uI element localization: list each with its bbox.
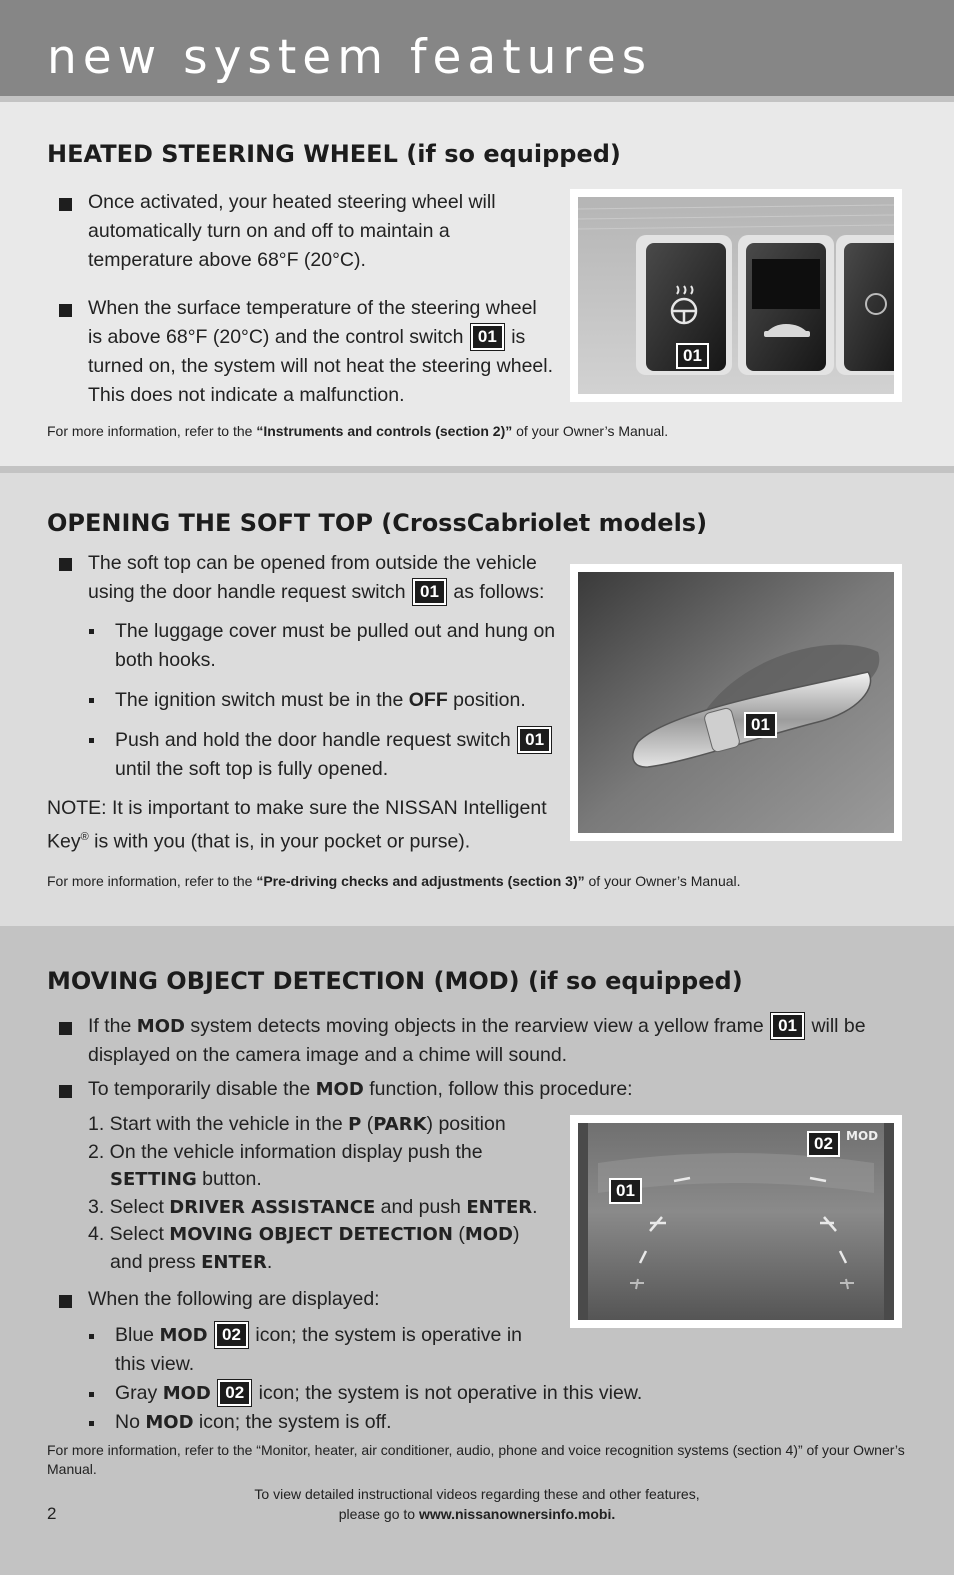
photo-callout-badge: 01 <box>609 1178 642 1204</box>
sub-text: icon; the system is off. <box>193 1411 392 1433</box>
step-text: 4. Select <box>88 1223 170 1245</box>
soft-top-sub-3 <box>115 726 560 784</box>
heated-bullet-1: Once activated, your heated steering wheel will automatically turn on and off to maintain a temperature above 68°F (20°C). <box>88 191 496 271</box>
heated-switch-photo <box>570 189 902 402</box>
mod-text: will be displayed on the camera image and a chime will sound. <box>88 1015 866 1066</box>
mod-bullet-2 <box>88 1075 888 1104</box>
sub-bullet-dot <box>89 1421 94 1426</box>
heated-bullet-2 <box>88 294 556 410</box>
bullet-square <box>59 304 72 317</box>
page-number: 2 <box>47 1504 57 1523</box>
mod-sub-1 <box>115 1321 545 1379</box>
bullet-square <box>59 1022 72 1035</box>
sub-text: Gray <box>115 1382 163 1404</box>
photo-callout-badge: 01 <box>744 712 777 738</box>
bullet-square <box>59 1295 72 1308</box>
mod-keyword: MOD <box>162 1383 211 1404</box>
step-text: button. <box>196 1168 262 1190</box>
soft-top-bullet-1 <box>88 549 556 607</box>
mod-keyword: MOD <box>136 1016 185 1037</box>
heated-steering-section <box>0 102 954 466</box>
mod-steps <box>88 1111 568 1276</box>
mod-step-1 <box>88 1111 568 1139</box>
callout-badge: 02 <box>218 1380 251 1406</box>
soft-top-note <box>47 794 557 857</box>
mod-text: To temporarily disable the <box>88 1078 316 1100</box>
mod-section <box>0 933 954 1575</box>
sub-text: The ignition switch must be in the <box>115 689 409 711</box>
mod-reference-note: For more information, refer to the “Monitor, heater, air conditioner, audio, phone and voice recognition systems (section 4)” of your Owner’s Manual. <box>47 1442 905 1477</box>
heated-reference-note <box>47 422 668 441</box>
callout-badge: 01 <box>771 1013 804 1039</box>
footer-line-1: To view detailed instructional videos regarding these and other features, <box>254 1486 700 1502</box>
step-text: ) position <box>426 1113 506 1135</box>
step-text: and push <box>375 1195 467 1218</box>
step-keyword: DRIVER ASSISTANCE <box>169 1196 376 1218</box>
ref-text: of your Owner’s Manual. <box>584 873 741 889</box>
sub-text: position. <box>447 689 526 711</box>
mod-keyword: MOD <box>159 1325 208 1346</box>
photo-callout-badge: 02 <box>807 1131 840 1157</box>
note-text: is with you (that is, in your pocket or purse). <box>88 830 471 853</box>
ref-manual-section: “Pre-driving checks and adjustments (section 3)” <box>256 873 585 889</box>
sub-text: Blue <box>115 1324 160 1346</box>
soft-top-sub-1: The luggage cover must be pulled out and hung on both hooks. <box>115 620 556 671</box>
mod-sub-2 <box>115 1379 835 1408</box>
step-keyword: MOD <box>464 1224 513 1245</box>
soft-top-section <box>0 473 954 926</box>
bullet-square <box>59 1085 72 1098</box>
ref-text: For more information, refer to the <box>47 423 257 439</box>
mod-indicator-icon: MOD <box>846 1129 879 1143</box>
sub-text: icon; the system is operative in this view. <box>115 1324 522 1375</box>
switch-panel-illustration <box>578 197 894 394</box>
step-keyword: ENTER <box>466 1196 533 1218</box>
heated-bullet-2-text-b: is turned on, the system will not heat the steering wheel. This does not indicate a malfunction. <box>88 326 554 406</box>
step-text: . <box>532 1195 538 1218</box>
mod-bullet-3: When the following are displayed: <box>88 1288 380 1310</box>
callout-badge: 01 <box>518 727 551 753</box>
mod-keyword: MOD <box>315 1079 364 1100</box>
mod-step-2 <box>88 1139 568 1194</box>
rearview-camera-illustration <box>578 1123 894 1320</box>
step-text: 1. Start with the vehicle in the <box>88 1113 349 1135</box>
mod-heading: MOVING OBJECT DETECTION (MOD) (if so equipped) <box>47 967 743 995</box>
mod-keyword: MOD <box>145 1412 194 1433</box>
sub-text: until the soft top is fully opened. <box>115 758 389 780</box>
step-keyword: PARK <box>373 1114 427 1135</box>
bullet-square <box>59 198 72 211</box>
door-handle-illustration <box>578 572 894 833</box>
ref-text: of your Owner’s Manual. <box>512 423 669 439</box>
mod-text: If the <box>88 1015 137 1037</box>
callout-badge: 01 <box>413 579 446 605</box>
step-text: ) <box>512 1223 520 1245</box>
page-header <box>0 0 954 96</box>
sub-bullet-dot <box>89 1334 94 1339</box>
mod-text: function, follow this procedure: <box>363 1078 633 1100</box>
heated-steering-heading: HEATED STEERING WHEEL (if so equipped) <box>47 140 621 168</box>
step-text: 3. Select <box>88 1195 170 1218</box>
callout-badge: 01 <box>471 324 504 350</box>
bullet-square <box>59 558 72 571</box>
footer-text: please go to <box>338 1506 419 1522</box>
sub-bullet-dot <box>89 698 94 703</box>
sub-bullet-dot <box>89 1392 94 1397</box>
footer <box>0 1484 954 1524</box>
ref-text: For more information, refer to the <box>47 873 257 889</box>
note-text: NOTE: It is important to make sure the NISSAN Intelligent Key <box>47 797 547 853</box>
heated-bullet-2-text-a: When the surface temperature of the steering wheel is above 68°F (20°C) and the control switch <box>88 297 537 348</box>
step-keyword: SETTING <box>110 1169 197 1190</box>
mod-bullet-1 <box>88 1012 888 1070</box>
step-text: . <box>266 1250 273 1273</box>
step-keyword: P <box>348 1114 362 1135</box>
soft-top-bullet-1-text-a: The soft top can be opened from outside the vehicle using the door handle request switch <box>88 552 537 603</box>
mod-sub-3 <box>115 1408 835 1437</box>
sub-text: Push and hold the door handle request switch <box>115 729 511 751</box>
step-text: ( <box>452 1223 465 1245</box>
soft-top-reference-note <box>47 872 741 891</box>
callout-badge: 02 <box>215 1322 248 1348</box>
ignition-off-label: OFF <box>408 689 448 711</box>
door-handle-photo <box>570 564 902 841</box>
website-link[interactable]: www.nissanownersinfo.mobi. <box>418 1506 616 1522</box>
step-text: and press <box>110 1250 202 1273</box>
soft-top-bullet-1-text-b: as follows: <box>453 581 545 603</box>
mod-step-4 <box>88 1221 568 1276</box>
sub-text: icon; the system is not operative in this view. <box>258 1382 643 1404</box>
step-text: ( <box>361 1113 374 1135</box>
step-keyword: MOVING OBJECT DETECTION <box>169 1224 453 1245</box>
sub-bullet-dot <box>89 629 94 634</box>
mod-text: system detects moving objects in the rearview view a yellow frame <box>184 1015 764 1037</box>
footer-line-2 <box>0 1504 954 1524</box>
step-keyword: ENTER <box>201 1251 267 1273</box>
soft-top-sub-2 <box>115 686 560 715</box>
ref-manual-section: “Instruments and controls (section 2)” <box>256 423 513 439</box>
page-title: new system features <box>47 30 653 85</box>
mod-step-3 <box>88 1194 568 1222</box>
sub-text: No <box>115 1411 146 1433</box>
soft-top-heading: OPENING THE SOFT TOP (CrossCabriolet models) <box>47 509 708 537</box>
photo-callout-badge: 01 <box>676 343 709 369</box>
sub-bullet-dot <box>89 738 94 743</box>
camera-view-photo <box>570 1115 902 1328</box>
step-text: 2. On the vehicle information display push the <box>88 1140 483 1163</box>
registered-mark: ® <box>80 831 89 843</box>
